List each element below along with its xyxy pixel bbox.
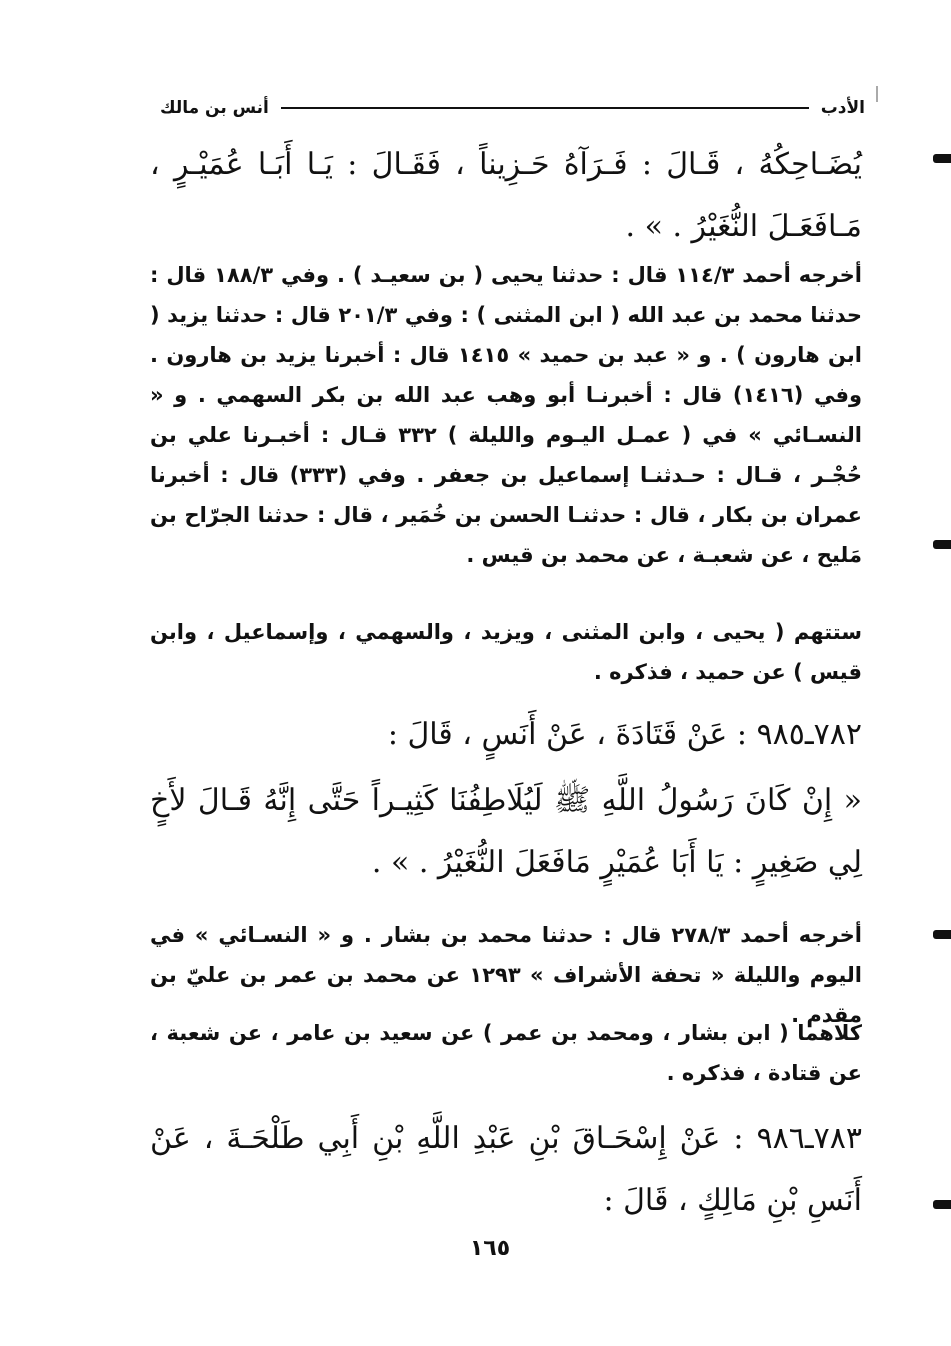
running-header [160,94,865,122]
header-rule [281,107,809,109]
hadith-text: « إِنْ كَانَ رَسُولُ اللَّهِ ﷺ لَيُلَاطِفُنَا كَثِيـراً حَتَّى إِنَّهُ قَـالَ لأَخٍ لِي صَغِيرٍ : يَا أَبَا عُمَيْرٍ مَافَعَلَ النُّغَيْرُ . » . [150,783,862,880]
scan-edge-mark [933,540,951,549]
takhrij-summary: ستتهم ( يحيى ، وابن المثنى ، ويزيد ، والسهمي ، وإسماعيل ، وابن قيس ) عن حميد ، فذكره . [150,620,862,684]
takhrij-summary: كلاهما ( ابن بشار ، ومحمد بن عمر ) عن سعيد بن عامر ، عن شعبة ، عن قتادة ، فذكره . [150,1021,862,1085]
header-chapter: الأدب [820,98,865,118]
hadith-text: يُضَـاحِكُهُ ، قَـالَ : فَـرَآهُ حَـزِيناً ، فَقَـالَ : يَـا أَبَـا عُمَيْـرٍ ، مَـافَعَـلَ النُّغَيْرُ . » . [150,147,862,244]
header-tick [876,86,878,102]
takhrij-note: أخرجه أحمد ١١٤/٣ قال : حدثنا يحيى ( بن سعيـد ) . وفي ١٨٨/٣ قال : حدثنا محمد بن عبد الله ( ابن المثنى ) : وفي ٢٠١/٣ قال : حدثنا يزيد ( ابن هارون ) . و « عبد بن حميد » ١٤١٥ قال : أخبرنا يزيد بن هارون . وفي (١٤١٦) قال : أخبرنـا أبو وهب عبد الله بن بكر السهمي . و « النسـائي » في ( عمـل اليـوم والليلة ) ٣٣٢ قـال : أخبـرنا علي بن حُجْـر ، قـال : حـدثنـا إسماعيل بن جعفر . وفي (٣٣٣) قال : أخبرنا عمران بن بكار ، قال : حدثنـا الحسن بن خُمَير ، قال : حدثنا الجرّاح بن مَليح ، عن شعبـة ، عن محمد بن قيس . [150,263,862,567]
scan-edge-mark [933,154,951,163]
page-number: ١٦٥ [469,1236,511,1261]
header-section: أنس بن مالك [160,98,269,118]
hadith-heading: ٧٨٢ـ٩٨٥ : عَنْ قَتَادَةَ ، عَنْ أَنَسٍ ، قَالَ : [387,717,862,752]
scan-edge-mark [933,930,951,939]
scan-edge-mark [933,1200,951,1209]
takhrij-note: أخرجه أحمد ٢٧٨/٣ قال : حدثنا محمد بن بشار . و « النسـائي » في اليوم والليلة « تحفة الأشراف » ١٢٩٣ عن محمد بن عمر بن عليّ بن مقدم . [150,923,862,1027]
hadith-heading: ٧٨٣ـ٩٨٦ : عَنْ إِسْحَـاقَ بْنِ عَبْدِ اللَّهِ بْنِ أَبِي طَلْحَـةَ ، عَنْ أَنَسِ بْنِ مَالِكٍ ، قَالَ : [150,1121,862,1218]
